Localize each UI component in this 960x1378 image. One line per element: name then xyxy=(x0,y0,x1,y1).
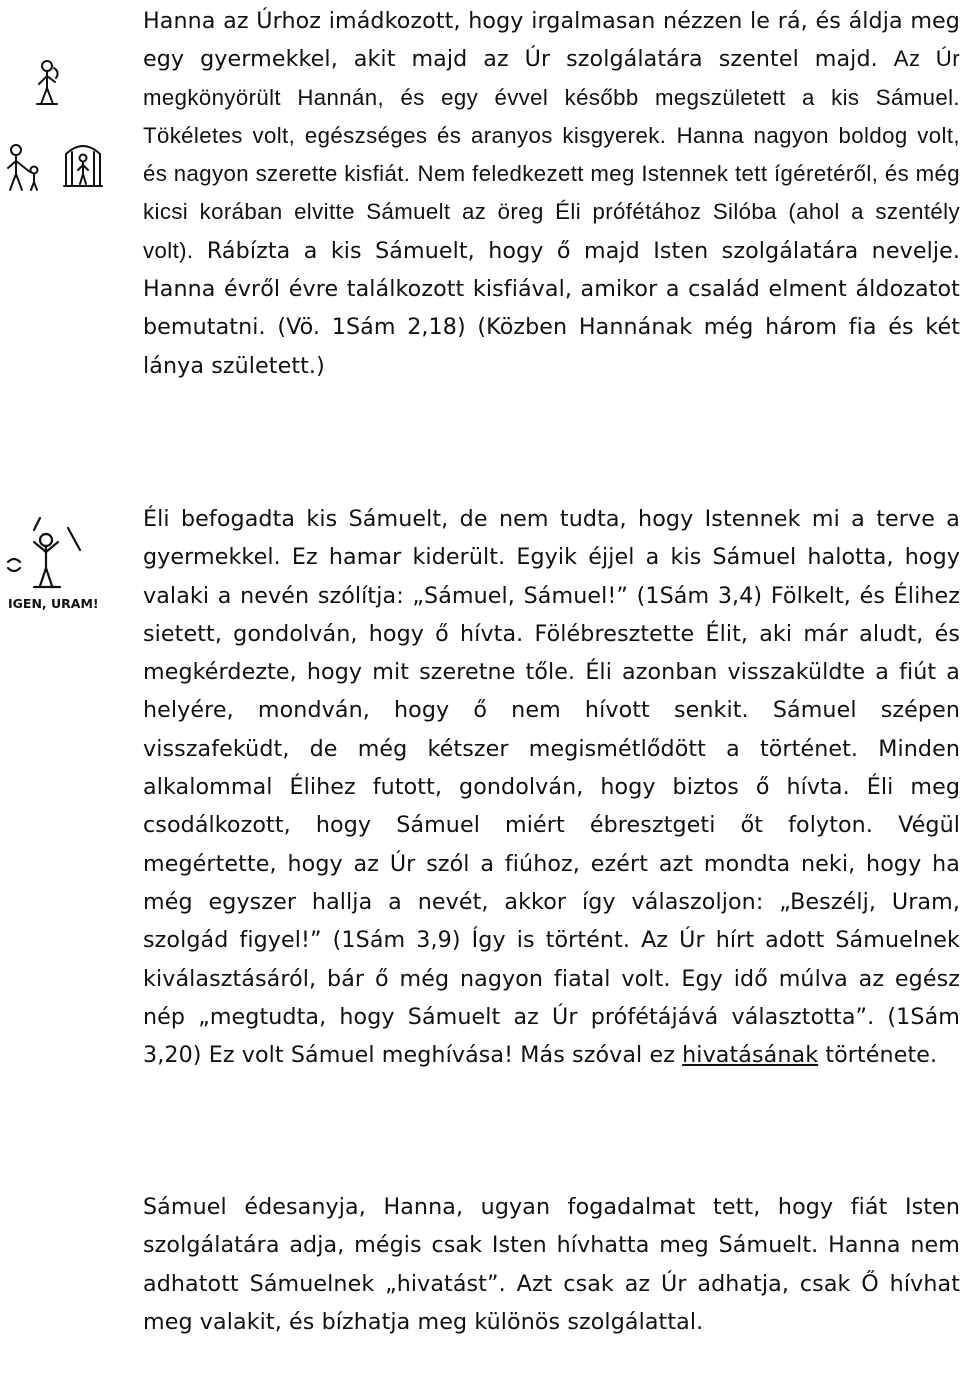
sentence: Ez hamar kiderült. xyxy=(291,544,506,571)
sentence: Azt csak az Úr adhatja, csak Ő hívhat meg valakit, és bízhatja meg különös szolgálattal. xyxy=(143,1270,960,1335)
sentence: Fölébresztette Élit, aki már aludt, és megkérdezte, hogy mit szeretne tőle. xyxy=(143,620,960,686)
sentence: (Vö. 1Sám 2,18) (Közben Hannának még három fia és két lánya született.) xyxy=(143,314,960,379)
mother-and-child-icon xyxy=(4,142,46,194)
sentence: Az Úr hírt adott Sámuelnek kiválasztásáról, bár ő még nagyon fiatal volt. xyxy=(143,927,960,992)
sentence: Nem feledkezett meg Istennek tett ígéretéről, és még kicsi korában elvitte Sámuelt az öreg Éli prófétához Silóba (ahol a szentély volt). xyxy=(143,161,960,263)
sentence: Sámuel édesanyja, Hanna, ugyan fogadalmat tett, hogy fiát Isten szolgálatára adja, mégis csak Isten hívhatta meg Sámuelt. xyxy=(143,1194,960,1259)
sentence: Az Úr megkönyörült Hannán, és egy évvel később megszületett a kis Sámuel. xyxy=(143,46,960,110)
sentence: Más szóval ez xyxy=(520,1042,675,1069)
stick-figure-walking-icon xyxy=(30,58,70,110)
paragraph-samuel-call xyxy=(143,500,960,1074)
sentence: Éli befogadta kis Sámuelt, de nem tudta, hogy Istennek mi a terve a gyermekkel. xyxy=(143,506,960,571)
paragraph-vocation xyxy=(143,1188,960,1341)
sentence: Minden alkalommal Élihez futott, gondolván, hogy biztos ő hívta. xyxy=(143,735,960,801)
sentence: Sámuel szépen visszafeküdt, de még kétszer megismétlődött a történet. xyxy=(143,697,960,762)
sentence: Egyik éjjel a kis Sámuel halotta, hogy valaki a nevén szólítja: „Sámuel, Sámuel!” (1Sám 3,4) Fölkelt, és Élihez sietett, gondolván, hogy ő hívta. xyxy=(143,544,960,647)
sentence: története. xyxy=(825,1042,938,1069)
sentence: Hanna nagyon boldog volt, és nagyon szerette kisfiát. xyxy=(143,122,960,187)
sentence: Éli meg csodálkozott, hogy Sámuel miért ébresztgeti őt folyton. xyxy=(143,774,960,839)
sentence: Hanna nem adhatott Sámuelnek „hivatást”. xyxy=(143,1232,960,1297)
underlined-word: hivatásának xyxy=(682,1042,819,1069)
child-in-temple-icon xyxy=(62,138,104,190)
sentence: Végül megértette, hogy az Úr szól a fiúhoz, ezért azt mondta neki, hogy ha még egyszer hallja a nevét, akkor így válaszoljon: „Beszélj, Uram, szolgád figyel!” (1Sám 3,9) Így is történt. xyxy=(143,812,960,954)
sentence: Tökéletes volt, egészséges és aranyos kisgyerek. xyxy=(143,122,667,148)
paragraph-hanna-prayer xyxy=(143,2,960,385)
sentence: Éli azonban visszaküldte a fiút a helyére, mondván, hogy ő nem hívott senkit. xyxy=(143,659,960,724)
sentence: Hanna az Úrhoz imádkozott, hogy irgalmasan nézzen le rá, és áldja meg egy gyermekkel, akit majd az Úr szolgálatára szentel majd. xyxy=(143,8,960,73)
sentence: Egy idő múlva az egész nép „megtudta, hogy Sámuelt az Úr prófétájává választotta”. (1Sám 3,20) Ez volt Sámuel meghívása! xyxy=(143,965,960,1069)
arms-raised-child-icon xyxy=(4,516,112,616)
sentence: Hanna évről évre találkozott kisfiával, amikor a család elment áldozatot bemutatni. xyxy=(143,276,960,341)
illustration-caption: IGEN, URAM! xyxy=(8,596,99,611)
sentence: Rábízta a kis Sámuelt, hogy ő majd Isten szolgálatára nevelje. xyxy=(206,237,960,264)
illustration-column xyxy=(0,0,130,1378)
